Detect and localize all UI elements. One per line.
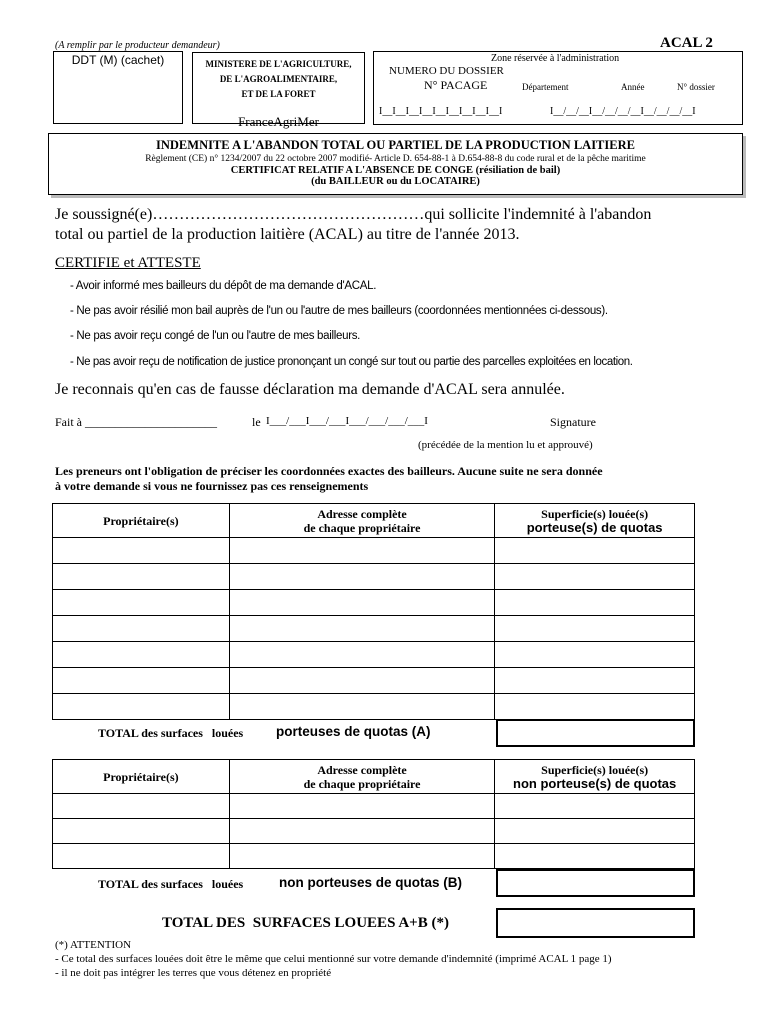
address-header-line2: de chaque propriétaire [303,520,421,535]
party-title: (du BAILLEUR ou du LOCATAIRE) [311,176,480,187]
owner-cell[interactable] [53,794,230,819]
area-cell[interactable] [495,564,695,590]
owner-cell[interactable] [53,668,230,694]
area-cell[interactable] [495,642,695,668]
table-row[interactable] [53,694,695,720]
attention-line2: - il ne doit pas intégrer les terres que vous détenez en propriété [55,967,332,979]
address-cell[interactable] [229,794,495,819]
total-b-quota-label: non porteuses de quotas (B) [279,875,463,890]
area-header-line1: Superficie(s) louée(s) [541,506,649,521]
area-cell[interactable] [495,616,695,642]
area-cell[interactable] [495,538,695,564]
attention-line1: - Ce total des surfaces louées doit être le même que celui mentionné sur votre demande d'indemnité (imprimé ACAL 1 page 1) [55,953,612,965]
owner-cell[interactable] [53,642,230,668]
le-label: le [252,415,261,429]
fill-instruction: (A remplir par le producteur demandeur) [55,40,220,51]
total-a-quota-label: porteuses de quotas (A) [276,724,431,739]
certify-item-4: - Ne pas avoir reçu de notification de justice prononçant un congé sur tout ou partie des parcelles exploitées en location. [70,356,633,368]
area-cell[interactable] [495,819,695,844]
address-cell[interactable] [229,668,495,694]
address-cell[interactable] [229,844,495,869]
address-cell[interactable] [229,694,495,720]
dossier-boxes[interactable]: I__/__/__I__/__/__/__I__/__/__/__I [550,106,696,117]
n-dossier-label: N° dossier [677,82,715,92]
address-header-line2: de chaque propriétaire [303,776,421,791]
total-a-label: TOTAL des surfaces louées [98,726,244,740]
area-cell[interactable] [495,794,695,819]
area-cell[interactable] [495,590,695,616]
table-row[interactable] [53,538,695,564]
area-cell[interactable] [495,694,695,720]
departement-label: Département [522,82,569,92]
signature-label: Signature [550,415,596,429]
owner-cell[interactable] [53,538,230,564]
grand-total-label: TOTAL DES SURFACES LOUEES A+B (*) [162,915,449,931]
certify-item-3: - Ne pas avoir reçu congé de l'un ou l'autre de mes bailleurs. [70,330,361,342]
intro-line1: Je soussigné(e)……………………………………………qui sollicite l'indemnité à l'abandon [55,206,652,223]
pacage-label: N° PACAGE [424,78,488,92]
total-b-field[interactable] [496,869,695,897]
owner-header: Propriétaire(s) [53,760,230,794]
agency-name: FranceAgriMer [238,114,319,129]
address-cell[interactable] [229,616,495,642]
admin-zone-box[interactable] [373,51,743,125]
grand-total-field[interactable] [496,908,695,938]
non-quota-landlords-table [52,759,695,869]
total-a-field[interactable] [496,719,695,747]
ministry-line3: ET DE LA FORET [241,89,316,99]
owner-cell[interactable] [53,590,230,616]
date-field[interactable]: I___/___I___/___I___/___/___/___I [266,415,428,427]
ministry-line1: MINISTERE DE L'AGRICULTURE, [205,59,352,69]
intro-line2: total ou partiel de la production laitière (ACAL) au titre de l'année 2013. [55,226,520,243]
area-header [495,760,695,794]
false-declaration: Je reconnais qu'en cas de fausse déclaration ma demande d'ACAL sera annulée. [55,381,565,398]
quota-landlords-table [52,503,695,720]
signature-mention: (précédée de la mention lu et approuvé) [418,439,593,451]
total-b-label: TOTAL des surfaces louées [98,877,244,891]
pacage-boxes[interactable]: I__I__I__I__I__I__I__I__I__I [379,106,503,117]
table-row[interactable] [53,794,695,819]
main-title: INDEMNITE A L'ABANDON TOTAL OU PARTIEL DE LA PRODUCTION LAITIERE [156,138,635,152]
address-header [229,504,495,538]
dossier-number-label: NUMERO DU DOSSIER [389,65,504,77]
address-header [229,760,495,794]
obligation-line1: Les preneurs ont l'obligation de préciser les coordonnées exactes des bailleurs. Aucune suite ne sera donnée [55,464,603,478]
title-box [48,133,743,195]
table-header-row [53,504,695,538]
annee-label: Année [621,82,645,92]
address-header-line1: Adresse complète [317,762,407,777]
certify-item-1: - Avoir informé mes bailleurs du dépôt de ma demande d'ACAL. [70,280,377,292]
address-cell[interactable] [229,590,495,616]
table-row[interactable] [53,819,695,844]
obligation-line2: à votre demande si vous ne fournissez pas ces renseignements [55,479,369,493]
owner-cell[interactable] [53,844,230,869]
ministry-line2: DE L'AGROALIMENTAIRE, [219,74,338,84]
area-header [495,504,695,538]
fait-a-field[interactable]: Fait à ______________________ [55,415,217,429]
table-row[interactable] [53,616,695,642]
form-code: ACAL 2 [660,35,713,51]
address-cell[interactable] [229,564,495,590]
ministry-box [192,52,365,129]
area-cell[interactable] [495,844,695,869]
table-row[interactable] [53,590,695,616]
owner-cell[interactable] [53,616,230,642]
certificate-title: CERTIFICAT RELATIF A L'ABSENCE DE CONGE (résiliation de bail) [230,165,561,176]
area-header-line2: porteuse(s) de quotas [526,519,663,535]
owner-header: Propriétaire(s) [53,504,230,538]
owner-cell[interactable] [53,694,230,720]
table-row[interactable] [53,642,695,668]
table-row[interactable] [53,668,695,694]
ddt-stamp-box[interactable] [53,51,183,124]
certify-item-2: - Ne pas avoir résilié mon bail auprès de l'un ou l'autre de mes bailleurs (coordonnées mentionnées ci-dessous). [70,305,608,317]
owner-cell[interactable] [53,564,230,590]
area-cell[interactable] [495,668,695,694]
address-cell[interactable] [229,819,495,844]
regulation-text: Règlement (CE) n° 1234/2007 du 22 octobre 2007 modifié- Article D. 654-88-1 à D.654-88-8 du code rural et de la pêche maritime [145,154,646,164]
address-cell[interactable] [229,538,495,564]
address-header-line1: Adresse complète [317,506,407,521]
certify-heading: CERTIFIE et ATTESTE [55,255,201,271]
area-header-line1: Superficie(s) louée(s) [541,762,649,777]
owner-cell[interactable] [53,819,230,844]
table-header-row [53,760,695,794]
ddt-label: DDT (M) (cachet) [71,53,165,67]
admin-zone-label: Zone réservée à l'administration [491,53,620,64]
table-row[interactable] [53,844,695,869]
attention-label: (*) ATTENTION [55,939,132,951]
address-cell[interactable] [229,642,495,668]
table-row[interactable] [53,564,695,590]
area-header-line2: non porteuse(s) de quotas [513,775,677,791]
